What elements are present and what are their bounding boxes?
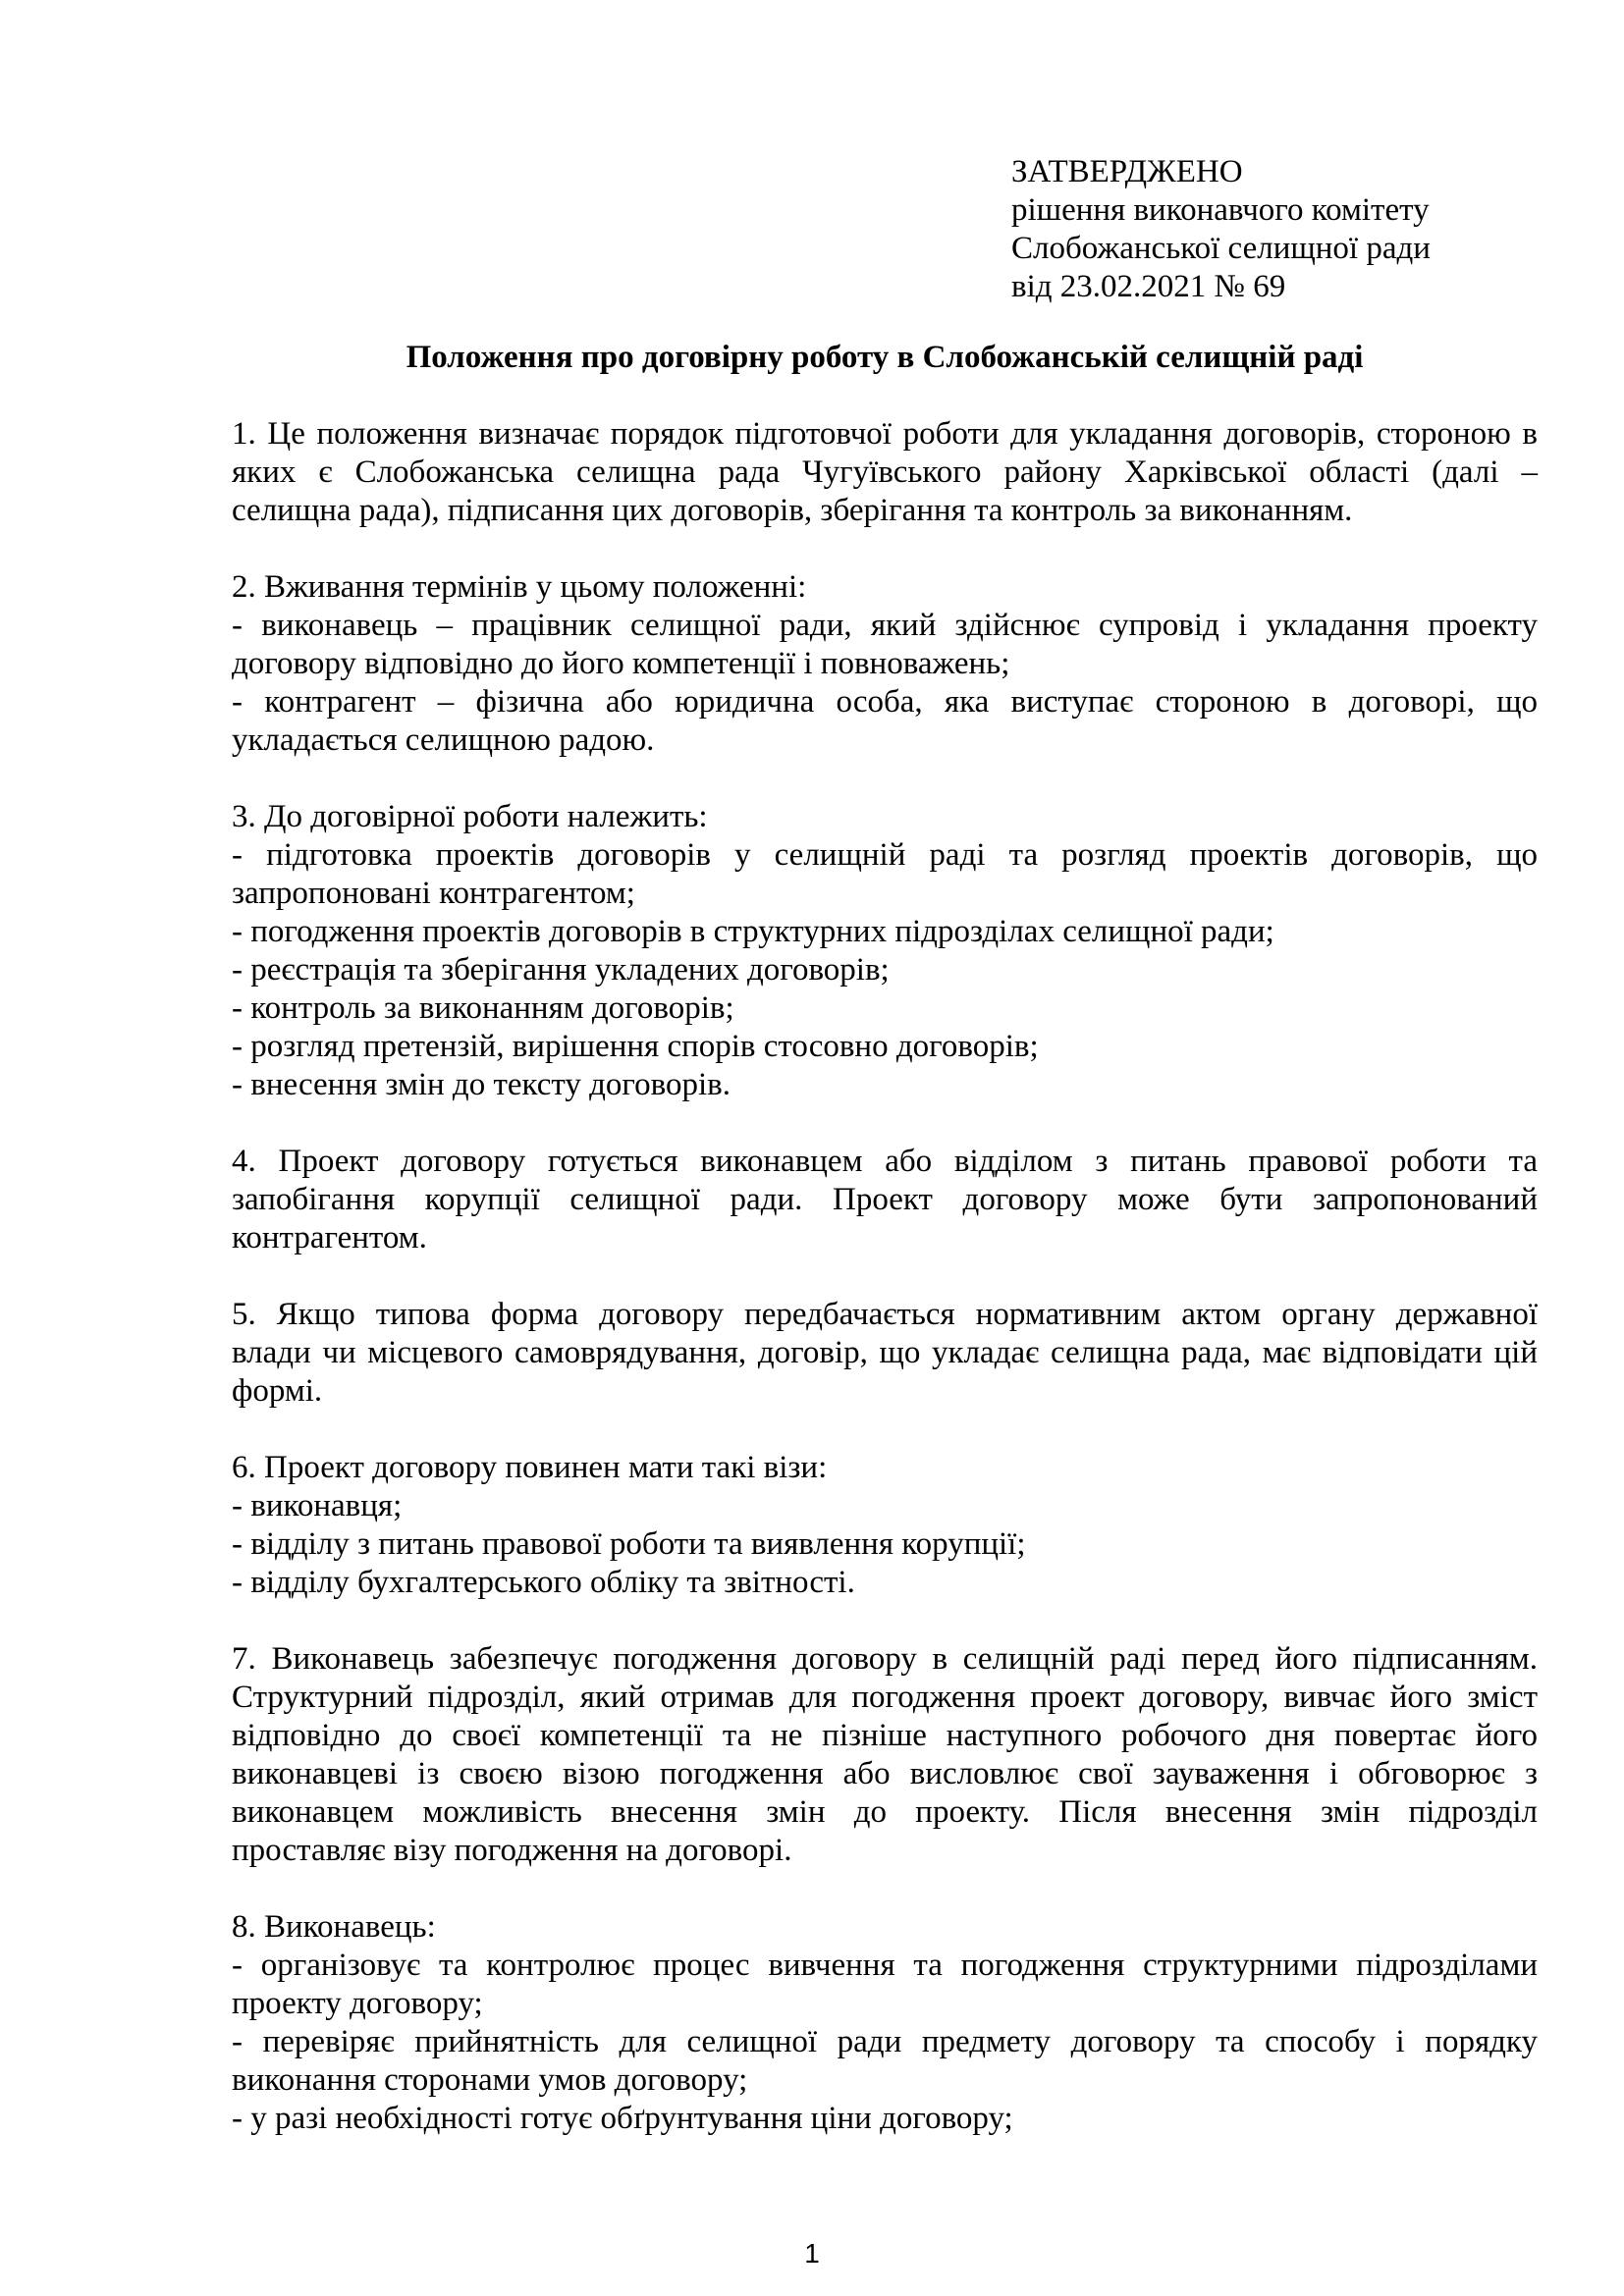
paragraph-3 xyxy=(232,798,1538,1104)
paragraph-line: 7. Виконавець забезпечує погодження договору в селищній раді перед його підписанням. xyxy=(232,1641,1538,1677)
paragraph-line: - контроль за виконанням договорів; xyxy=(232,990,734,1026)
paragraph-line: селищна рада), підписання цих договорів, зберігання та контроль за виконанням. xyxy=(232,493,1353,528)
paragraph-4 xyxy=(232,1143,1538,1257)
paragraph-line: запобігання корупції селищної ради. Проект договору може бути запропонований xyxy=(232,1182,1538,1217)
paragraph-line: - відділу з питань правової роботи та виявлення корупції; xyxy=(232,1526,1026,1562)
approval-date-line: від 23.02.2021 № 69 xyxy=(1011,269,1286,304)
paragraph-line: яких є Слобожанська селищна рада Чугуївського району Харківської області (далі – xyxy=(232,454,1538,490)
paragraph-line: - внесення змін до тексту договорів. xyxy=(232,1067,731,1102)
paragraph-line: виконавцеві із своєю візою погодження або висловлює свої зауваження і обговорює з xyxy=(232,1756,1538,1791)
paragraph-line: 3. До договірної роботи належить: xyxy=(232,799,708,834)
approval-council-line: Слобожанської селищної ради xyxy=(1011,231,1431,266)
paragraph-line: - підготовка проектів договорів у селищній раді та розгляд проектів договорів, що xyxy=(232,837,1538,873)
paragraph-line: запропоновані контрагентом; xyxy=(232,876,635,911)
paragraph-line: - виконавець – працівник селищної ради, який здійснює супровід і укладання проекту xyxy=(232,608,1538,643)
paragraph-line: укладається селищною радою. xyxy=(232,722,655,758)
paragraph-line: проекту договору; xyxy=(232,1986,483,2021)
approval-stamp xyxy=(1011,153,1431,306)
paragraph-line: - розгляд претензій, вирішення спорів стосовно договорів; xyxy=(232,1029,1039,1064)
paragraph-line: 1. Це положення визначає порядок підготовчої роботи для укладання договорів, стороною в xyxy=(232,416,1538,452)
paragraph-line: - відділу бухгалтерського обліку та звітності. xyxy=(232,1565,855,1600)
document-body xyxy=(232,415,1538,2176)
paragraph-line: 4. Проект договору готується виконавцем або відділом з питань правової роботи та xyxy=(232,1144,1538,1179)
paragraph-5 xyxy=(232,1296,1538,1411)
paragraph-line: 2. Вживання термінів у цьому положенні: xyxy=(232,569,807,605)
paragraph-line: - реєстрація та зберігання укладених договорів; xyxy=(232,952,890,988)
paragraph-line: виконання сторонами умов договору; xyxy=(232,2062,748,2098)
paragraph-6 xyxy=(232,1449,1538,1602)
paragraph-line: формі. xyxy=(232,1373,323,1409)
paragraph-line: влади чи місцевого самоврядування, договір, що укладає селищна рада, має відповідати цій xyxy=(232,1335,1538,1370)
paragraph-line: - у разі необхідності готує обґрунтування ціни договору; xyxy=(232,2101,1013,2136)
paragraph-line: Структурний підрозділ, який отримав для погодження проект договору, вивчає його зміст xyxy=(232,1680,1538,1715)
paragraph-2 xyxy=(232,568,1538,760)
approval-heading: ЗАТВЕРДЖЕНО xyxy=(1011,154,1243,189)
paragraph-line: відповідно до своєї компетенції та не пізніше наступного робочого дня повертає його xyxy=(232,1718,1538,1753)
paragraph-7 xyxy=(232,1640,1538,1870)
paragraph-line: 6. Проект договору повинен мати такі візи: xyxy=(232,1450,828,1485)
paragraph-line: - організовує та контролює процес вивчення та погодження структурними підрозділами xyxy=(232,1948,1538,1983)
paragraph-1 xyxy=(232,415,1538,530)
document-title: Положення про договірну роботу в Слобожанській селищній раді xyxy=(406,340,1364,375)
paragraph-line: контрагентом. xyxy=(232,1220,427,1255)
paragraph-line: виконавцем можливість внесення змін до проекту. Після внесення змін підрозділ xyxy=(232,1794,1538,1830)
paragraph-line: 8. Виконавець: xyxy=(232,1909,436,1945)
paragraph-line: - контрагент – фізична або юридична особа, яка виступає стороною в договорі, що xyxy=(232,684,1538,720)
paragraph-8 xyxy=(232,1908,1538,2138)
paragraph-line: - погодження проектів договорів в структурних підрозділах селищної ради; xyxy=(232,914,1274,949)
paragraph-line: - перевіряє прийнятність для селищної ради предмету договору та способу і порядку xyxy=(232,2024,1538,2059)
page-number: 1 xyxy=(804,2238,820,2269)
paragraph-line: проставляє візу погодження на договорі. xyxy=(232,1833,792,1868)
paragraph-line: - виконавця; xyxy=(232,1488,403,1523)
approval-decision-line: рішення виконавчого комітету xyxy=(1011,192,1430,228)
paragraph-line: договору відповідно до його компетенції і повноважень; xyxy=(232,646,1010,681)
paragraph-line: 5. Якщо типова форма договору передбачається нормативним актом органу державної xyxy=(232,1297,1538,1332)
